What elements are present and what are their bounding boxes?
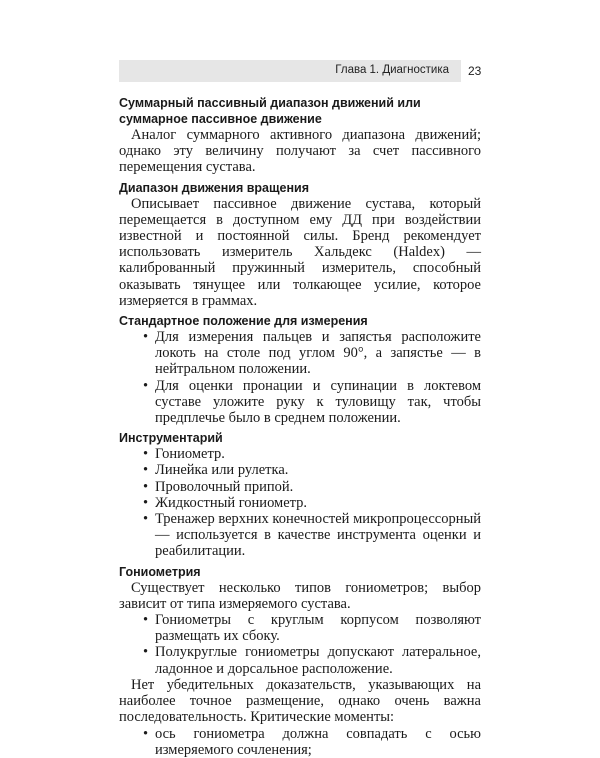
bullet-list	[119, 726, 481, 758]
bullet-list	[119, 612, 481, 677]
list-item: • Для измерения пальцев и запястья расположите локоть на столе под углом 90°, а запястье — в нейтральном положении.	[155, 329, 481, 378]
section-heading: Стандартное положение для измерения	[119, 314, 368, 329]
list-item: • Проволочный припой.	[155, 479, 481, 495]
page-content	[119, 95, 481, 758]
list-item: • Тренажер верхних конечностей микропроцессорный — используется в качестве инструмента оценки и реабилитации.	[155, 511, 481, 560]
list-item: • ось гониометра должна совпадать с осью измеряемого сочленения;	[155, 726, 481, 758]
section-heading: Гониометрия	[119, 564, 201, 579]
paragraph: Нет убедительных доказательств, указывающих на наиболее точное размещение, однако очень важна последовательность. Критические моменты:	[119, 676, 481, 726]
list-item: • Гониометр.	[155, 446, 481, 462]
bullet-list	[119, 329, 481, 426]
paragraph: Описывает пассивное движение сустава, который перемещается в доступном ему ДД при воздействии известной и постоянной силы. Бренд рекомендует использовать измеритель Хальдекс (Haldex) — калиброванный пружинный измеритель, способный оказывать тянущее или толкающее усилие, которое измеряется в граммах.	[119, 195, 481, 309]
list-item: • Полукруглые гониометры допускают латеральное, ладонное и дорсальное расположение.	[155, 644, 481, 676]
paragraph: Аналог суммарного активного диапазона движений; однако эту величину получают за счет пассивного перемещения сустава.	[119, 127, 481, 176]
list-item: • Для оценки пронации и супинации в локтевом суставе уложите руку к туловищу так, чтобы предплечье было в среднем положении.	[155, 378, 481, 427]
list-item: • Гониометры с круглым корпусом позволяют размещать их сбоку.	[155, 612, 481, 644]
bullet-list	[119, 446, 481, 559]
section-heading: Диапазон движения вращения	[119, 180, 310, 195]
paragraph: Существует несколько типов гониометров; выбор зависит от типа измеряемого сустава.	[119, 579, 481, 612]
page-number: 23	[468, 64, 482, 78]
list-item: • Линейка или рулетка.	[155, 462, 481, 478]
section-heading: Суммарный пассивный диапазон движений или суммарное пассивное движение	[119, 96, 421, 126]
running-header	[119, 60, 461, 82]
chapter-title: Глава 1. Диагностика	[335, 64, 449, 76]
section-heading: Инструментарий	[119, 431, 223, 446]
list-item: • Жидкостный гониометр.	[155, 495, 481, 511]
